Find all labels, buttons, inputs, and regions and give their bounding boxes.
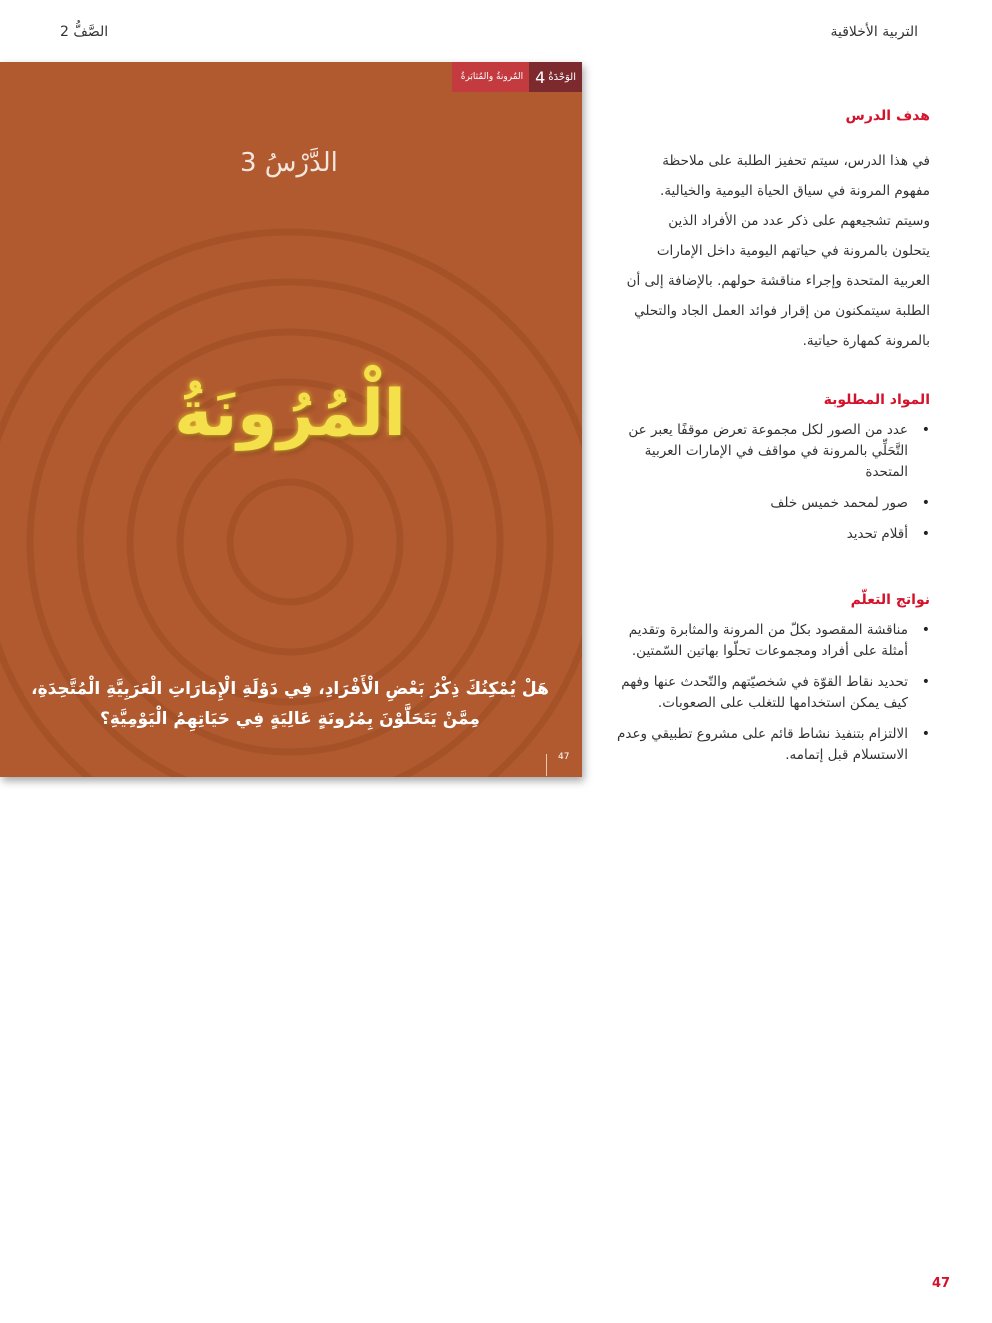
goal-text <box>600 146 930 356</box>
outcomes-title: نواتج التعلّم <box>850 592 930 608</box>
lesson-title: الدَّرْسُ 3 <box>240 148 338 178</box>
bullet-icon: • <box>921 526 930 542</box>
bullet-icon: • <box>921 495 930 511</box>
goal-line: الطلبة سيتمكنون من إقرار فوائد العمل الجاد والتحلي <box>634 303 930 319</box>
page-divider <box>546 754 547 776</box>
bullet-icon: • <box>921 726 930 742</box>
outcomes-list <box>600 620 930 776</box>
bullet-icon: • <box>921 622 930 638</box>
list-item: • عدد من الصور لكل مجموعة تعرض موقفًا يعبر عن التَّحَلِّي بالمرونة في مواقف في الإمارات العربية المتحدة <box>628 422 930 480</box>
question-line-2: مِمَّنْ يَتَحَلَّوْنَ بِمُرُونَةٍ عَالِيَةٍ فِي حَيَاتِهِمُ الْيَوْمِيَّةِ؟ <box>100 709 480 729</box>
goal-line: في هذا الدرس، سيتم تحفيز الطلبة على ملاحظة <box>662 153 930 169</box>
unit-tab <box>452 62 582 92</box>
header-grade: الصَّفُّ 2 <box>60 24 109 40</box>
goal-title: هدف الدرس <box>845 108 930 124</box>
page-number: 47 <box>932 1276 951 1291</box>
unit-label: الوَحْدَةُ <box>548 71 576 83</box>
goal-line: بالمرونة كمهارة حياتية. <box>802 333 930 349</box>
headline-word: الْمُرُونَةُ <box>174 377 406 451</box>
bullet-icon: • <box>921 674 930 690</box>
unit-label-box <box>529 62 582 92</box>
lesson-question <box>30 674 550 734</box>
header-subject: التربية الأخلاقية <box>830 24 918 40</box>
goal-line: العربية المتحدة وإجراء مناقشة حولهم. بالإضافة إلى أن <box>626 273 930 289</box>
materials-list <box>600 420 930 555</box>
question-line-1: هَلْ يُمْكِنُكَ ذِكْرُ بَعْضِ الْأَفْرَادِ، فِي دَوْلَةِ الْإِمَارَاتِ الْعَرَبِيَّةِ الْمُتَّحِدَةِ، <box>31 679 549 699</box>
goal-line: يتحلون بالمرونة في حياتهم اليومية داخل الإمارات <box>656 243 930 259</box>
student-book-page <box>0 62 582 777</box>
list-item: • الالتزام بتنفيذ نشاط قائم على مشروع تطبيقي وعدم الاستسلام قبل إتمامه. <box>617 726 930 763</box>
goal-line: مفهوم المرونة في سياق الحياة اليومية والخيالية. <box>660 183 930 199</box>
list-item: • صور لمحمد خميس خلف <box>600 493 930 514</box>
bullet-icon: • <box>921 422 930 438</box>
list-item: • تحديد نقاط القوّة في شخصيّتهم والتّحدث عنها وفهم كيف يمكن استخدامها للتغلب على الصعوبات. <box>621 674 930 711</box>
unit-number: 4 <box>535 67 546 87</box>
list-item: • أقلام تحديد <box>600 524 930 545</box>
unit-name: المُرونةُ والمُثابَرةُ <box>460 72 524 82</box>
book-page-number: 47 <box>558 752 570 762</box>
list-item: • مناقشة المقصود بكلّ من المرونة والمثابرة وتقديم أمثلة على أفراد ومجموعات تحلّوا بهاتين السّمتين. <box>628 622 930 659</box>
materials-title: المواد المطلوبة <box>823 392 930 408</box>
goal-line: وسيتم تشجيعهم على ذكر عدد من الأفراد الذين <box>668 213 930 229</box>
